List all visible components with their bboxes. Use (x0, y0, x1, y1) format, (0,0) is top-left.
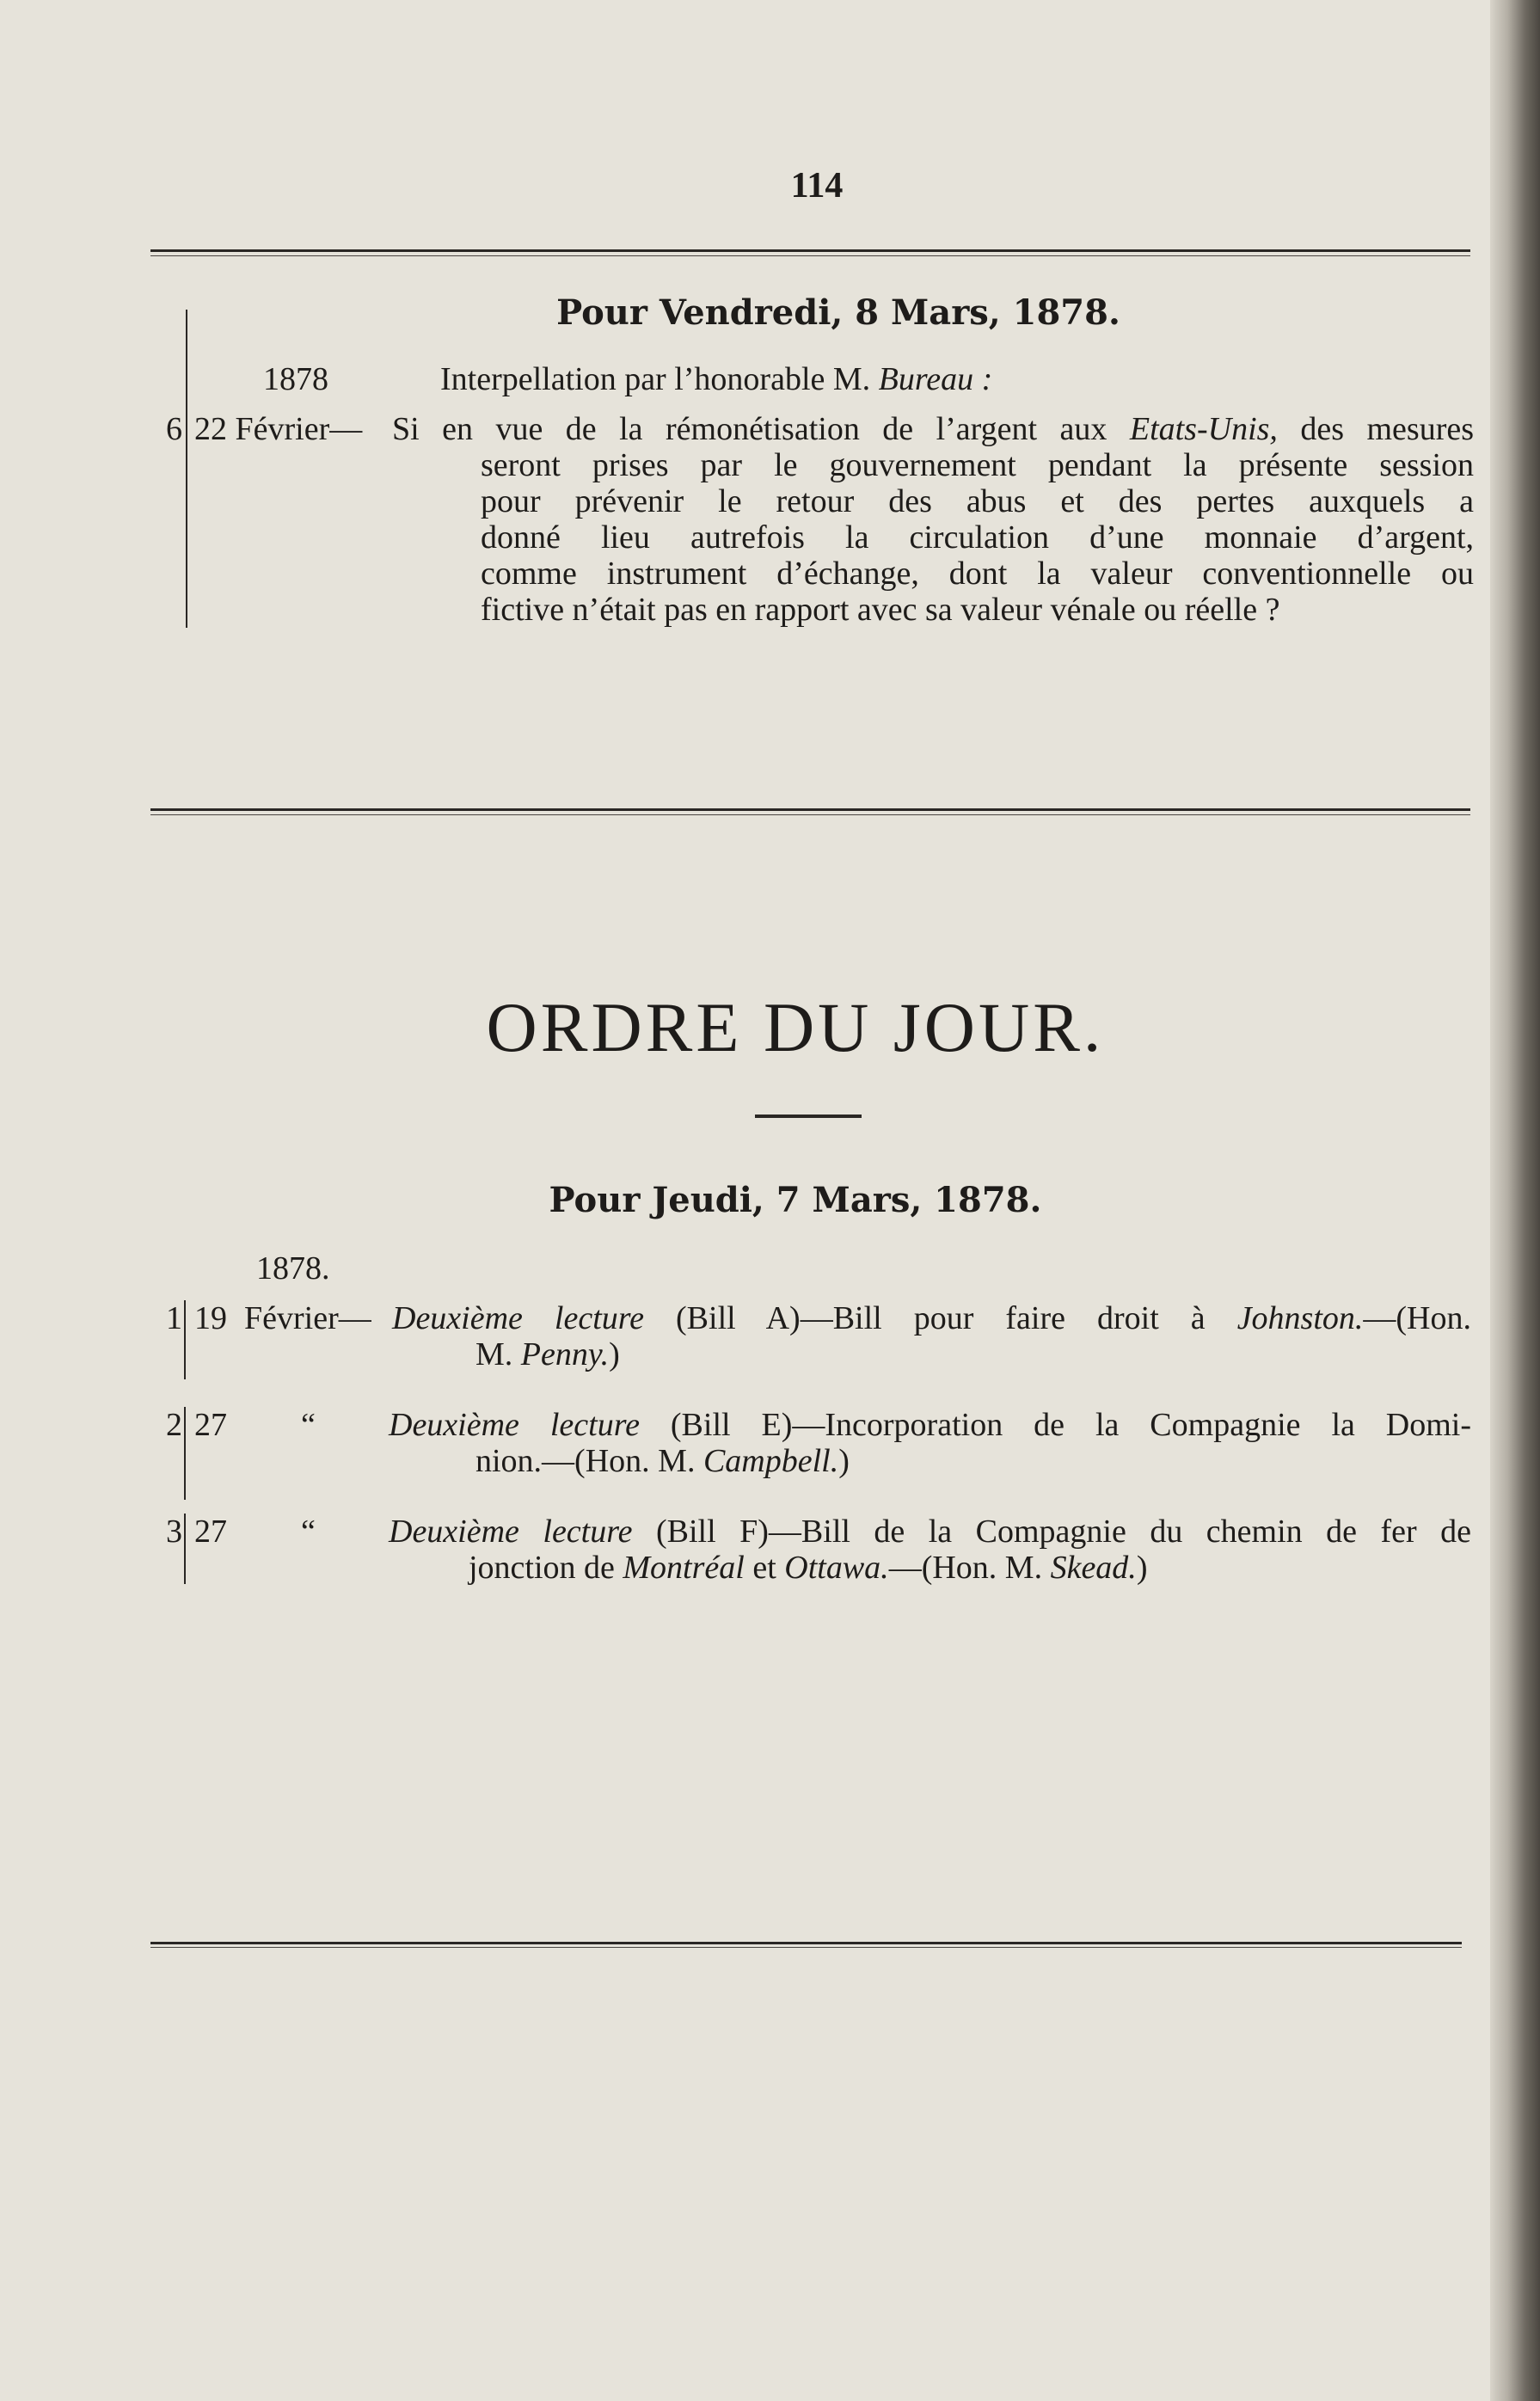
intro-prefix: Interpellation par l’honorable M. (440, 361, 871, 397)
section1-year: 1878 (263, 361, 328, 397)
book-binding-edge (1490, 0, 1540, 2401)
section-divider-rule (150, 808, 1470, 815)
section1-intro (440, 361, 992, 397)
agenda-item-ditto: “ (301, 1407, 316, 1443)
agenda-item-line1: Deuxième lecture (Bill A)—Bill pour faire droit à Johnston.—(Hon. (392, 1300, 1472, 1336)
section2-heading: Pour Jeudi, 7 Mars, 1878. (549, 1180, 1042, 1220)
agenda-margin-line (184, 1514, 186, 1584)
agenda-item-line2: jonction de Montréal et Ottawa.—(Hon. M. Skead.) (469, 1550, 1148, 1586)
bottom-rule (150, 1942, 1462, 1948)
agenda-item-line2: M. Penny.) (475, 1336, 620, 1372)
item-line-last: fictive n’était pas en rapport avec sa valeur vénale ou réelle ? (481, 592, 1280, 628)
agenda-item-line1: Deuxième lecture (Bill F)—Bill de la Compagnie du chemin de fer de (389, 1514, 1472, 1550)
item-line: seront prises par le gouvernement pendant la présente session (481, 447, 1474, 483)
agenda-item-day: 27 (194, 1514, 227, 1550)
item-first-line: Si en vue de la rémonétisation de l’argent aux Etats-Unis, des mesures (392, 411, 1475, 447)
item-line: pour prévenir le retour des abus et des pertes auxquels a (481, 483, 1474, 519)
title-underline (755, 1115, 862, 1118)
top-rule (150, 249, 1470, 256)
agenda-margin-line (184, 1300, 186, 1379)
agenda-item-ditto: “ (301, 1514, 316, 1550)
section1-margin-line (186, 310, 187, 628)
item-line: donné lieu autrefois la circulation d’une monnaie d’argent, (481, 519, 1474, 556)
item-line: comme instrument d’échange, dont la valeur conventionnelle ou (481, 556, 1474, 592)
agenda-item-line2: nion.—(Hon. M. Campbell.) (475, 1443, 850, 1479)
page-number: 114 (790, 166, 844, 206)
item-number: 6 (166, 411, 182, 447)
agenda-item-month: Février— (244, 1300, 371, 1336)
intro-name: Bureau : (878, 361, 993, 397)
agenda-item-number: 3 (166, 1514, 182, 1550)
section2-year: 1878. (256, 1250, 330, 1286)
agenda-item-line1: Deuxième lecture (Bill E)—Incorporation de la Compagnie la Domi- (389, 1407, 1472, 1443)
agenda-margin-line (184, 1407, 186, 1500)
agenda-item-day: 19 (194, 1300, 227, 1336)
section1-heading: Pour Vendredi, 8 Mars, 1878. (556, 292, 1120, 333)
ordre-du-jour-title: ORDRE DU JOUR. (486, 988, 1105, 1066)
agenda-item-number: 1 (166, 1300, 182, 1336)
item-date: 22 Février— (194, 411, 363, 447)
agenda-item-day: 27 (194, 1407, 227, 1443)
agenda-item-number: 2 (166, 1407, 182, 1443)
